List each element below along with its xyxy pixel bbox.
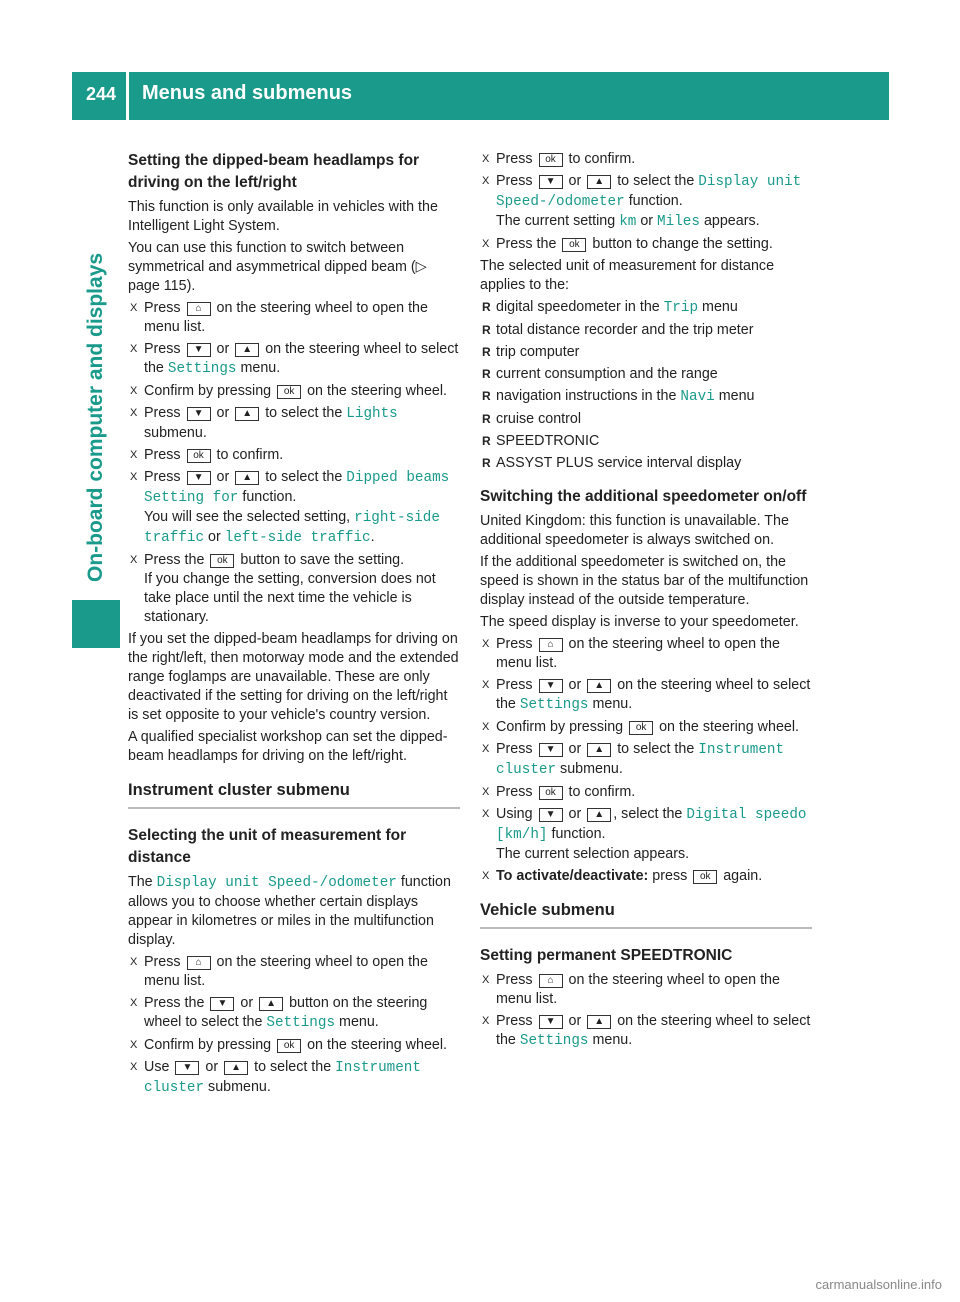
instruction-step: X Confirm by pressing ok on the steering wheel.: [482, 719, 799, 735]
ok-icon: ok: [210, 554, 234, 568]
ok-icon: ok: [539, 153, 563, 167]
list-item: R SPEEDTRONIC: [482, 433, 600, 449]
menu-code-settings: Settings: [519, 1033, 589, 1049]
menu-code-left-side: left-side traffic: [224, 530, 371, 546]
menu-code-miles: Miles: [657, 214, 700, 230]
bullet-icon: R: [482, 323, 491, 337]
arrow-icon: X: [130, 956, 138, 968]
reference-icon: ▷: [415, 259, 427, 275]
header-divider: [126, 72, 129, 120]
paragraph: This function is only available in vehicles with the Intelligent Light System.: [128, 199, 438, 234]
instruction-step: X Use ▼ or ▲ to select the Instrument cluster submenu.: [130, 1059, 421, 1096]
instruction-step: X Press ▼ or ▲ on the steering wheel to select the Settings menu.: [482, 677, 811, 713]
down-arrow-icon: ▼: [210, 997, 234, 1011]
bullet-icon: R: [482, 412, 491, 426]
ok-icon: ok: [277, 385, 301, 399]
menu-code-lights: Lights: [346, 406, 398, 422]
list-item: R current consumption and the range: [482, 366, 718, 382]
instruction-step: X Press ▼ or ▲ to select the Display unit Speed-/odometer function. The current setting km or Miles appears.: [482, 173, 802, 230]
home-icon: ⌂: [187, 302, 211, 316]
menu-code-dipped-beams: Dipped beams Setting for: [144, 470, 450, 506]
ok-icon: ok: [277, 1039, 301, 1053]
up-arrow-icon: ▲: [259, 997, 283, 1011]
bullet-icon: R: [482, 434, 491, 448]
sidebar-chapter-label: On-board computer and displays: [84, 252, 107, 582]
paragraph: You can use this function to switch between symmetrical and asymmetrical dipped beam (▷ page 115).: [128, 240, 427, 294]
ok-icon: ok: [539, 786, 563, 800]
up-arrow-icon: ▲: [587, 808, 611, 822]
list-item: R digital speedometer in the Trip menu: [482, 299, 738, 316]
list-item: R total distance recorder and the trip meter: [482, 322, 754, 338]
down-arrow-icon: ▼: [539, 679, 563, 693]
arrow-icon: X: [130, 385, 138, 397]
menu-code-instrument-cluster: Instrument cluster: [496, 742, 785, 778]
menu-code-settings: Settings: [266, 1015, 336, 1031]
paragraph: United Kingdom: this function is unavailable. The additional speedometer is always switched on.: [480, 513, 789, 548]
arrow-icon: X: [482, 638, 490, 650]
heading-dipped-beam: Setting the dipped-beam headlamps for driving on the left/right: [128, 152, 420, 191]
paragraph: A qualified specialist workshop can set the dipped-beam headlamps for driving on the left/right.: [128, 729, 448, 764]
ok-icon: ok: [562, 238, 586, 252]
bullet-icon: R: [482, 456, 491, 470]
instruction-step: X Press ▼ or ▲ to select the Instrument cluster submenu.: [482, 741, 785, 778]
instruction-step: X Using ▼ or ▲ , select the Digital speedo [km/h] function. The current selection appears.: [482, 806, 807, 862]
arrow-icon: X: [130, 302, 138, 314]
bullet-icon: R: [482, 345, 491, 359]
menu-code-trip: Trip: [663, 300, 699, 316]
bullet-icon: R: [482, 389, 491, 403]
instruction-step: X Press ok to confirm.: [482, 784, 636, 800]
down-arrow-icon: ▼: [187, 407, 211, 421]
down-arrow-icon: ▼: [539, 1015, 563, 1029]
arrow-icon: X: [130, 471, 138, 483]
arrow-icon: X: [482, 974, 490, 986]
arrow-icon: X: [482, 1015, 490, 1027]
paragraph: The Display unit Speed-/odometer function allows you to choose whether certain displays appear in kilometres or miles in the multifunction display.: [128, 874, 451, 948]
instruction-step: X Press ⌂ on the steering wheel to open the menu list.: [130, 954, 428, 989]
up-arrow-icon: ▲: [587, 679, 611, 693]
heading-vehicle-submenu: Vehicle submenu: [480, 899, 812, 929]
instruction-step: X Press ok to confirm.: [482, 151, 636, 167]
heading-unit-measurement: Selecting the unit of measurement for distance: [128, 827, 407, 866]
instruction-step: X Press ▼ or ▲ to select the Lights submenu.: [130, 405, 398, 441]
arrow-icon: X: [130, 407, 138, 419]
paragraph: The speed display is inverse to your speedometer.: [480, 614, 799, 630]
arrow-icon: X: [482, 870, 490, 882]
heading-speedtronic: Setting permanent SPEEDTRONIC: [480, 947, 733, 964]
instruction-step: X Press the ok button to save the setting. If you change the setting, conversion does not take place until the next time the vehicle is stationary.: [130, 552, 436, 625]
up-arrow-icon: ▲: [235, 343, 259, 357]
watermark[interactable]: carmanualsonline.info: [815, 1277, 942, 1292]
page-header: [72, 72, 889, 120]
right-column: [480, 150, 812, 1054]
list-item: R navigation instructions in the Navi menu: [482, 388, 755, 405]
arrow-icon: X: [130, 997, 138, 1009]
sidebar-block: [72, 600, 120, 648]
home-icon: ⌂: [539, 638, 563, 652]
instruction-step: X Press the ▼ or ▲ button on the steering wheel to select the Settings menu.: [130, 995, 428, 1031]
down-arrow-icon: ▼: [187, 343, 211, 357]
instruction-step: X Press ▼ or ▲ to select the Dipped beams Setting for function. You will see the selected setting, right-side traffic or left-side traffic.: [130, 469, 450, 546]
arrow-icon: X: [482, 153, 490, 165]
list-item: R cruise control: [482, 411, 582, 427]
menu-code-settings: Settings: [167, 361, 237, 377]
instruction-step: X Press ▼ or ▲ on the steering wheel to select the Settings menu.: [130, 341, 459, 377]
instruction-step: X To activate/deactivate: press ok again.: [482, 868, 763, 884]
instruction-step: X Press ⌂ on the steering wheel to open the menu list.: [130, 300, 428, 335]
menu-code-km: km: [619, 214, 637, 230]
menu-code-digital-speedo: Digital speedo [km/h]: [496, 807, 807, 843]
ok-icon: ok: [629, 721, 653, 735]
down-arrow-icon: ▼: [539, 175, 563, 189]
menu-code-instrument-cluster: Instrument cluster: [144, 1060, 421, 1096]
ok-icon: ok: [187, 449, 211, 463]
menu-code-display-unit: Display unit Speed-/odometer: [156, 875, 397, 891]
instruction-step: X Press ▼ or ▲ on the steering wheel to select the Settings menu.: [482, 1013, 811, 1049]
arrow-icon: X: [482, 743, 490, 755]
arrow-icon: X: [482, 808, 490, 820]
bullet-icon: R: [482, 367, 491, 381]
instruction-step: X Confirm by pressing ok on the steering wheel.: [130, 383, 447, 399]
instruction-step: X Press ⌂ on the steering wheel to open the menu list.: [482, 636, 780, 671]
up-arrow-icon: ▲: [235, 471, 259, 485]
paragraph: The selected unit of measurement for distance applies to the:: [480, 258, 775, 293]
instruction-step: X Press ok to confirm.: [130, 447, 284, 463]
arrow-icon: X: [130, 1061, 138, 1073]
arrow-icon: X: [130, 449, 138, 461]
bullet-icon: R: [482, 300, 491, 314]
section-title: Menus and submenus: [142, 82, 353, 104]
list-item: R ASSYST PLUS service interval display: [482, 455, 742, 471]
ok-icon: ok: [693, 870, 717, 884]
instruction-step: X Confirm by pressing ok on the steering wheel.: [130, 1037, 447, 1053]
arrow-icon: X: [130, 554, 138, 566]
menu-code-navi: Navi: [680, 389, 715, 405]
down-arrow-icon: ▼: [187, 471, 211, 485]
paragraph: If the additional speedometer is switched on, the speed is shown in the status bar of the multifunction display instead of the outside temperature.: [480, 554, 809, 608]
arrow-icon: X: [482, 679, 490, 691]
home-icon: ⌂: [539, 974, 563, 988]
instruction-step: X Press ⌂ on the steering wheel to open the menu list.: [482, 972, 780, 1007]
down-arrow-icon: ▼: [175, 1061, 199, 1075]
up-arrow-icon: ▲: [587, 175, 611, 189]
heading-instrument-cluster: Instrument cluster submenu: [128, 779, 460, 809]
instruction-step: X Press the ok button to change the setting.: [482, 236, 773, 252]
arrow-icon: X: [130, 343, 138, 355]
arrow-icon: X: [482, 721, 490, 733]
up-arrow-icon: ▲: [587, 743, 611, 757]
page-number: 244: [86, 84, 117, 104]
menu-code-right-side: right-side traffic: [144, 510, 440, 546]
paragraph: If you set the dipped-beam headlamps for driving on the right/left, then motorway mode and the extended range foglamps are unavailable. These are only deactivated if the setting for driving on the left/right is set opposite to your vehicle's country version.: [128, 631, 459, 723]
page-reference-link[interactable]: page 115).: [128, 278, 196, 294]
list-item: R trip computer: [482, 344, 580, 360]
arrow-icon: X: [482, 175, 490, 187]
menu-code-settings: Settings: [519, 697, 589, 713]
up-arrow-icon: ▲: [587, 1015, 611, 1029]
up-arrow-icon: ▲: [224, 1061, 248, 1075]
down-arrow-icon: ▼: [539, 743, 563, 757]
arrow-icon: X: [482, 786, 490, 798]
arrow-icon: X: [482, 238, 490, 250]
menu-code-display-unit: Display unit Speed-/odometer: [496, 174, 802, 210]
home-icon: ⌂: [187, 956, 211, 970]
left-column: [128, 150, 460, 1101]
arrow-icon: X: [130, 1039, 138, 1051]
up-arrow-icon: ▲: [235, 407, 259, 421]
down-arrow-icon: ▼: [539, 808, 563, 822]
heading-additional-speedometer: Switching the additional speedometer on/off: [480, 488, 807, 505]
